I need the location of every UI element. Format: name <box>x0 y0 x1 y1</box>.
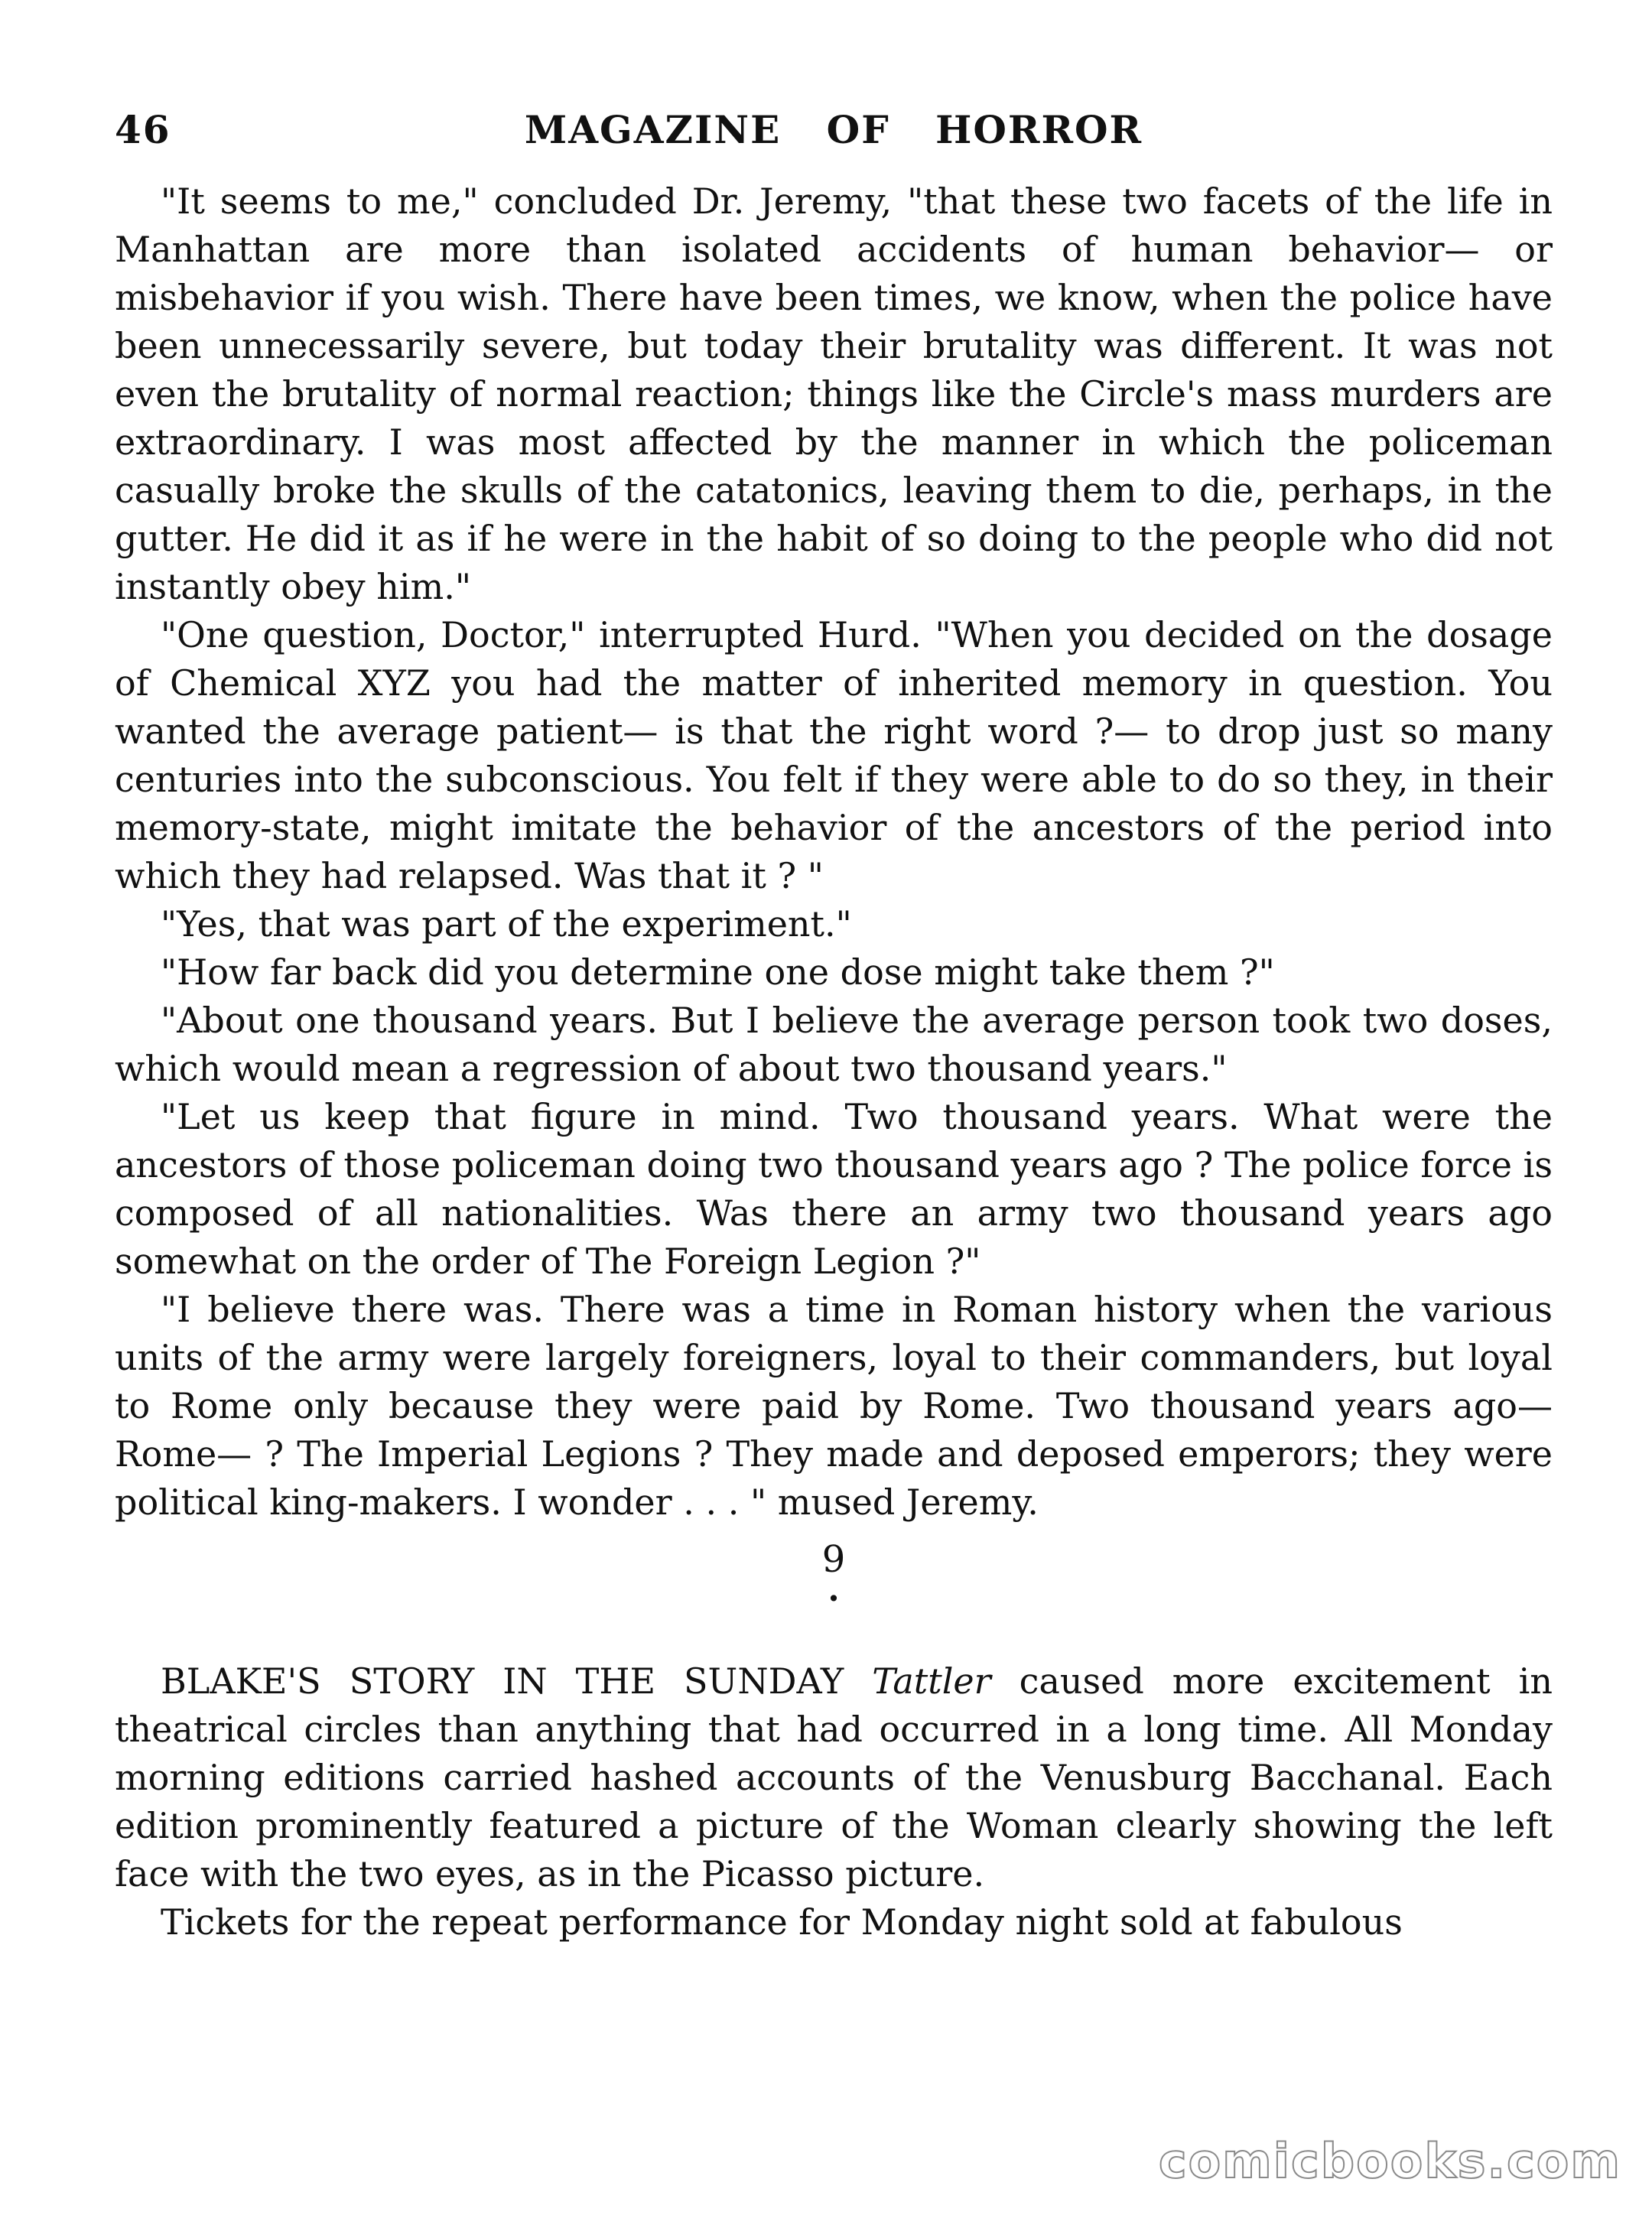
paragraph: "How far back did you determine one dose might take them ?" <box>161 951 1275 993</box>
paragraph: Tickets for the repeat performance for Monday night sold at fabulous <box>161 1901 1403 1943</box>
running-head <box>115 107 1553 161</box>
paragraph: "Yes, that was part of the experiment." <box>161 903 852 945</box>
page <box>115 107 1553 1946</box>
paragraph: "Let us keep that figure in mind. Two thousand years. What were the ancestors of those policeman doing two thousand years ago ? The police force is composed of all nationalities. Was there an army two thousand years ago somewhat on the order of The Foreign Legion ?" <box>115 1096 1553 1282</box>
watermark-logo: comicbooks.com <box>1158 2133 1621 2189</box>
paragraph-rest: caused more excitement in theatrical circles than anything that had occurred in a long time. All Monday morning editions carried hashed accounts of the Venusburg Bacchanal. Each edition prominently featured a picture of the Woman clearly showing the left face with the two eyes, as in the Picasso picture. <box>115 1660 1553 1894</box>
paragraph <box>115 1657 1553 1898</box>
paragraph: "One question, Doctor," interrupted Hurd. "When you decided on the dosage of Chemical XYZ you had the matter of inherited memory in question. You wanted the average patient— is that the right word ?— to drop just so many centuries into the subconscious. You felt if they were able to do so they, in their memory-state, might imitate the behavior of the ancestors of the period into which they had relapsed. Was that it ? " <box>115 614 1553 896</box>
paragraph: "About one thousand years. But I believe the average person took two doses, which would mean a regression of about two thousand years." <box>115 1000 1553 1089</box>
magazine-title: MAGAZINE OF HORROR <box>524 107 1143 152</box>
paragraph: "It seems to me," concluded Dr. Jeremy, "that these two facets of the life in Manhattan are more than isolated accidents of human behavior— or misbehavior if you wish. There have been times, we know, when the police have been unnecessarily severe, but today their brutality was different. It was not even the brutality of normal reaction; things like the Circle's mass murders are extraordinary. I was most affected by the manner in which the policeman casually broke the skulls of the catatonics, leaving them to die, perhaps, in the gutter. He did it as if he were in the habit of so doing to the people who did not instantly obey him." <box>115 180 1553 607</box>
body-text <box>115 177 1553 1946</box>
section-mark: • <box>827 1586 841 1611</box>
paragraph-lead: BLAKE'S STORY IN THE SUNDAY <box>161 1660 873 1702</box>
newspaper-title: Tattler <box>872 1660 991 1702</box>
paragraph: "I believe there was. There was a time in Roman history when the various units of the army were largely foreigners, loyal to their commanders, but loyal to Rome only because they were paid by Rome. Two thousand years ago— Rome— ? The Imperial Legions ? They made and deposed emperors; they were political king-makers. I wonder . . . " mused Jeremy. <box>115 1289 1553 1523</box>
page-number: 46 <box>115 107 171 152</box>
section-number: 9 <box>821 1538 846 1581</box>
